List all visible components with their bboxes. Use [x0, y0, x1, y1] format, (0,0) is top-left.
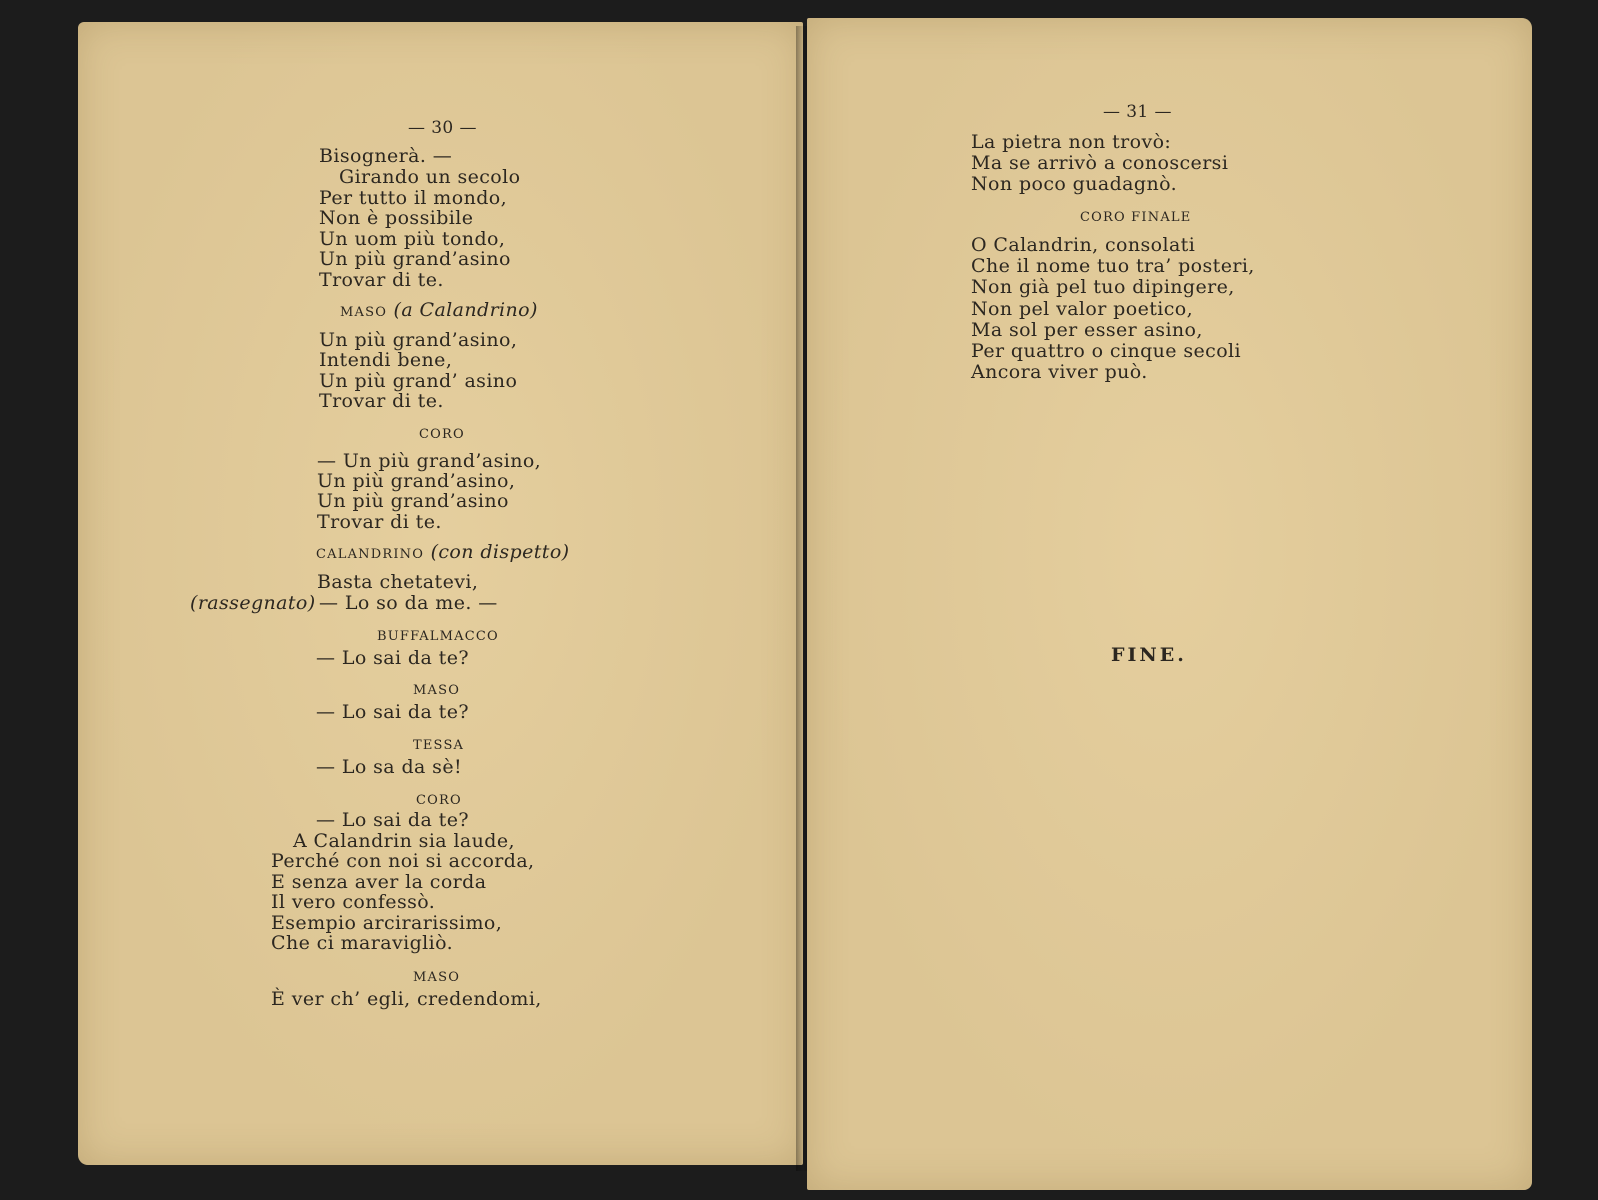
verse-line: Esempio arcirarissimo,	[271, 912, 503, 934]
speaker-name: MASO	[413, 683, 461, 698]
verse-line: Perché con noi si accorda,	[271, 850, 535, 872]
page-number: — 30 —	[408, 118, 477, 138]
verse-line: — Lo sai da te?	[316, 809, 469, 831]
verse-line: Non poco guadagnò.	[971, 173, 1178, 195]
verse-line: O Calandrin, consolati	[971, 234, 1196, 256]
speaker-name: TESSA	[413, 738, 465, 753]
verse-line: — Lo sa da sè!	[316, 756, 463, 778]
verse-line: Non è possibile	[319, 207, 474, 229]
verse-line: Non già pel tuo dipingere,	[971, 276, 1235, 298]
verse-line: Un più grand’ asino	[319, 370, 518, 392]
stage-direction: (a Calandrino)	[393, 299, 538, 321]
verse-line: Il vero confessò.	[271, 891, 436, 913]
verse-line: Basta chetatevi,	[317, 571, 479, 593]
verse-line: Un più grand’asino	[319, 248, 511, 270]
end-mark: FINE.	[1111, 644, 1187, 666]
speaker-heading	[316, 542, 569, 565]
verse-line: Ma se arrivò a conoscersi	[971, 152, 1229, 174]
verse-line: — Lo so da me. —	[319, 592, 498, 614]
verse-line: Ma sol per esser asino,	[971, 319, 1203, 341]
speaker-name: CALANDRINO	[316, 547, 425, 562]
verse-line: — Lo sai da te?	[316, 701, 469, 723]
verse-line: E senza aver la corda	[271, 871, 487, 893]
speaker-heading	[340, 300, 538, 323]
speaker-name: MASO	[340, 305, 388, 320]
speaker-name: MASO	[413, 970, 461, 985]
right-page	[807, 18, 1532, 1190]
verse-line: Girando un secolo	[339, 166, 521, 188]
verse-line: Trovar di te.	[319, 269, 444, 291]
verse-line: Un più grand’asino	[317, 490, 509, 512]
verse-line: Che ci maravigliò.	[271, 932, 454, 954]
verse-line: A Calandrin sia laude,	[293, 830, 515, 852]
verse-line: Bisognerà. —	[319, 145, 453, 167]
verse-line: Ancora viver può.	[971, 361, 1148, 383]
verse-line: — Lo sai da te?	[316, 647, 469, 669]
verse-line: — Un più grand’asino,	[317, 450, 542, 472]
stage-direction: (con dispetto)	[430, 541, 570, 563]
verse-line: Un più grand’asino,	[319, 329, 518, 351]
verse-line: Che il nome tuo tra’ posteri,	[971, 255, 1255, 277]
speaker-name: CORO	[416, 793, 462, 808]
verse-line: Per quattro o cinque secoli	[971, 340, 1241, 362]
page-number: — 31 —	[1103, 102, 1172, 122]
verse-line: Per tutto il mondo,	[319, 187, 508, 209]
left-page	[78, 22, 803, 1165]
stage-direction: (rassegnato)	[190, 592, 316, 614]
verse-line: Trovar di te.	[317, 511, 442, 533]
section-heading: CORO FINALE	[1080, 210, 1192, 225]
verse-line: La pietra non trovò:	[971, 131, 1172, 153]
verse-line: Un uom più tondo,	[319, 228, 506, 250]
verse-line: È ver ch’ egli, credendomi,	[271, 988, 542, 1010]
verse-line: Un più grand’asino,	[317, 470, 516, 492]
speaker-name: BUFFALMACCO	[377, 629, 499, 644]
verse-line: Intendi bene,	[319, 349, 453, 371]
verse-line: Trovar di te.	[319, 390, 444, 412]
verse-line: Non pel valor poetico,	[971, 298, 1194, 320]
speaker-name: CORO	[419, 427, 465, 442]
